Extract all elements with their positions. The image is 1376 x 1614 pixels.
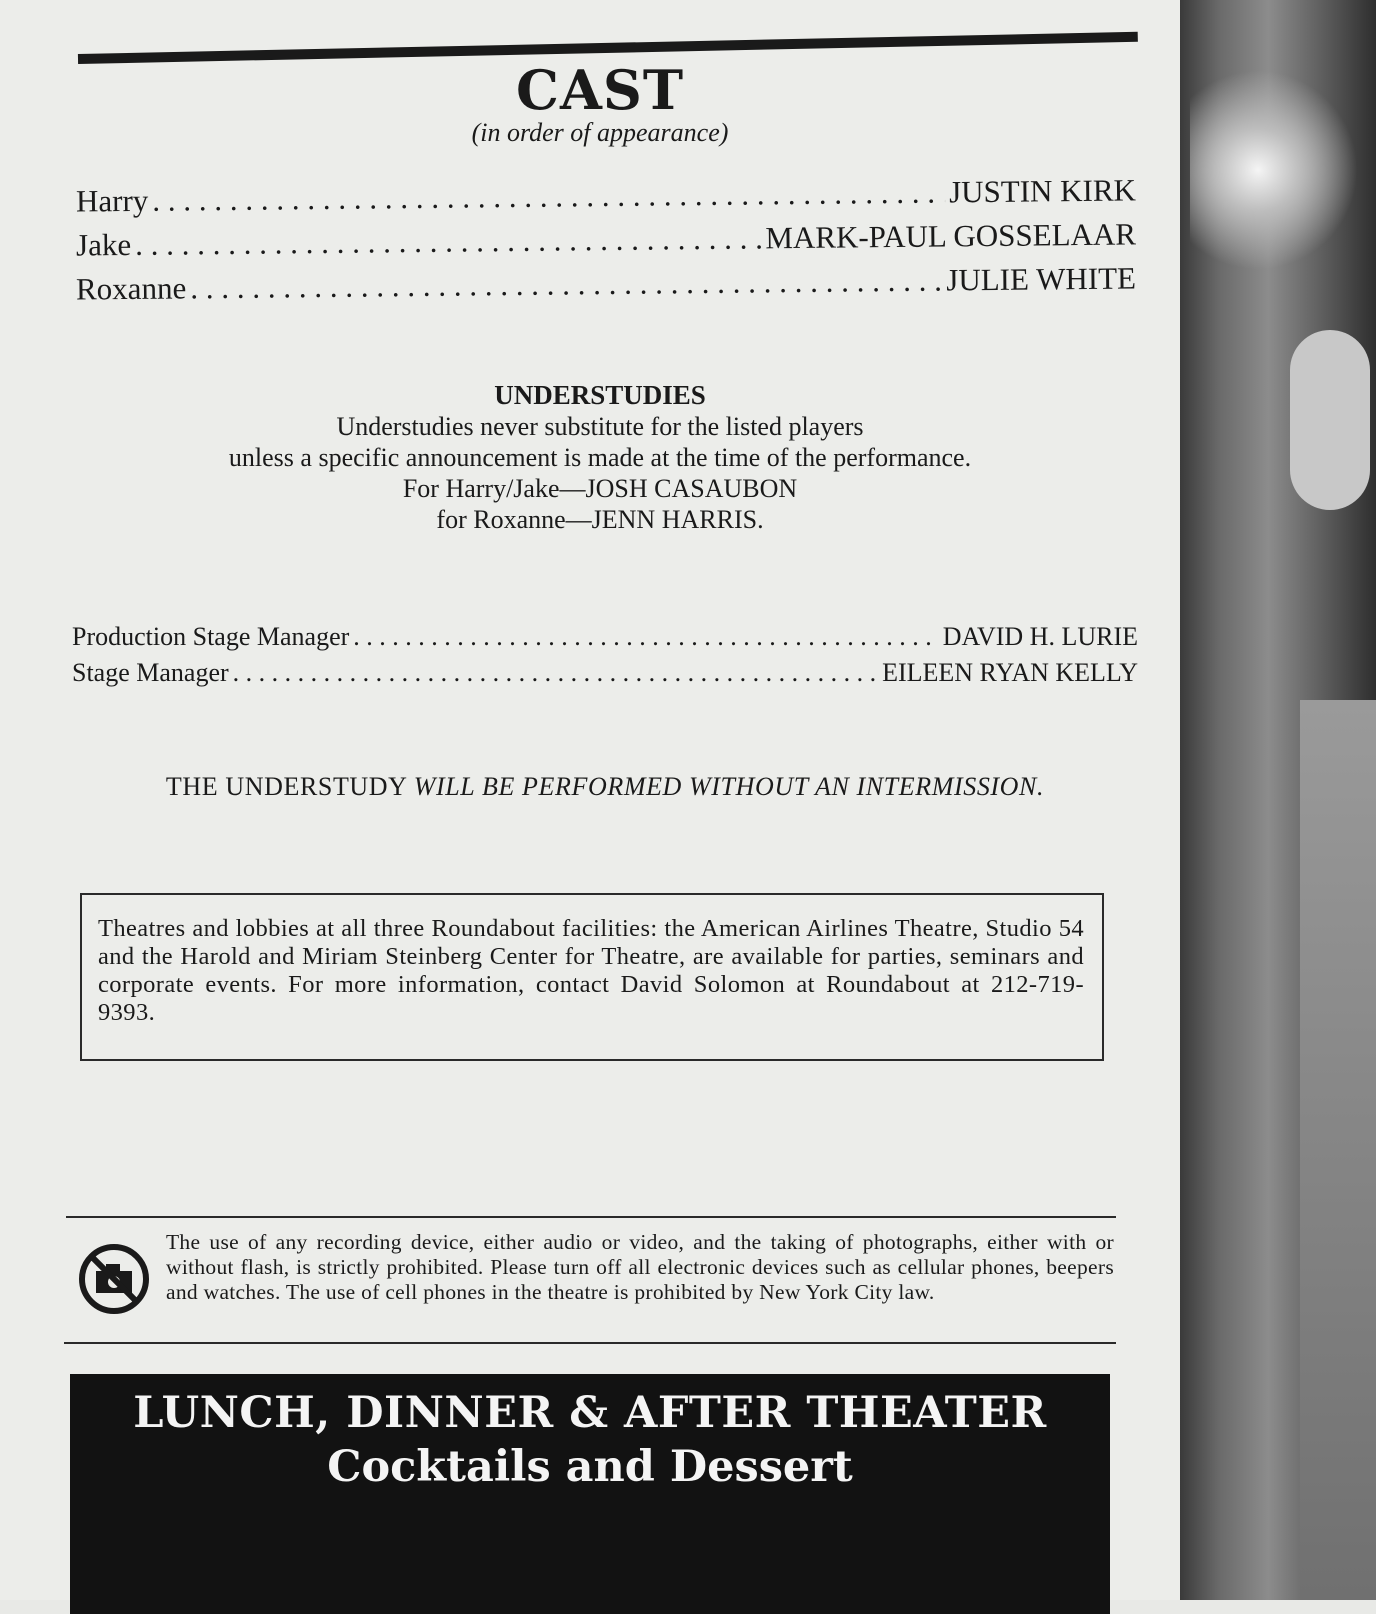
understudies-section bbox=[0, 380, 1200, 535]
cast-row bbox=[76, 260, 1136, 307]
notice-rule-bottom bbox=[64, 1342, 1116, 1344]
crew-name: EILEEN RYAN KELLY bbox=[882, 658, 1138, 687]
understudies-line: Understudies never substitute for the listed players bbox=[336, 412, 864, 441]
dot-leader bbox=[152, 174, 945, 218]
intermission-text: WILL BE PERFORMED WITHOUT AN INTERMISSION. bbox=[413, 772, 1045, 801]
crew-row bbox=[72, 622, 1138, 652]
cast-actor: JULIE WHITE bbox=[946, 260, 1137, 298]
dot-leader bbox=[190, 262, 942, 306]
cast-role: Harry bbox=[75, 182, 149, 219]
arm-image bbox=[1290, 330, 1370, 510]
cast-row bbox=[76, 172, 1136, 219]
dot-leader bbox=[353, 622, 939, 652]
crew-role: Production Stage Manager bbox=[72, 622, 350, 651]
understudies-heading: UNDERSTUDIES bbox=[494, 380, 706, 410]
ad-line-2: Cocktails and Dessert bbox=[327, 1442, 853, 1492]
cast-actor: MARK-PAUL GOSSELAAR bbox=[765, 216, 1137, 256]
understudies-line: for Roxanne—JENN HARRIS. bbox=[436, 505, 764, 534]
dot-leader bbox=[233, 658, 878, 688]
understudies-line: For Harry/Jake—JOSH CASAUBON bbox=[402, 474, 798, 503]
dress-image bbox=[1300, 700, 1376, 1600]
crew-row bbox=[72, 658, 1138, 688]
adjacent-page-photo bbox=[1180, 0, 1376, 1600]
restaurant-ad bbox=[70, 1374, 1110, 1614]
sparkler-image bbox=[1190, 40, 1360, 300]
understudies-line: unless a specific announcement is made at the time of the performance. bbox=[228, 443, 972, 472]
ad-line-1: LUNCH, DINNER & AFTER THEATER bbox=[133, 1388, 1047, 1438]
facilities-info-box: Theatres and lobbies at all three Roundabout facilities: the American Airlines Theatre, Studio 54 and the Harold and Miriam Steinberg Center for Theatre, are available for parties, seminars and corporate events. For more information, contact David Solomon at Roundabout at 212-719-9393. bbox=[80, 893, 1104, 1061]
no-camera-icon bbox=[78, 1243, 150, 1315]
cast-subtitle: (in order of appearance) bbox=[471, 118, 729, 147]
recording-notice: The use of any recording device, either audio or video, and the taking of photographs, either with or without flash, is strictly prohibited. Please turn off all electronic devices such as cellular phones, beepers and watches. The use of cell phones in the theatre is prohibited by New York City law. bbox=[166, 1230, 1114, 1304]
dot-leader bbox=[135, 220, 762, 263]
cast-role: Jake bbox=[75, 226, 132, 263]
cast-role: Roxanne bbox=[75, 270, 187, 307]
cast-title: CAST bbox=[515, 58, 685, 122]
notice-rule-top bbox=[66, 1216, 1116, 1218]
crew-role: Stage Manager bbox=[72, 658, 229, 687]
crew-name: DAVID H. LURIE bbox=[942, 622, 1138, 651]
play-title: THE UNDERSTUDY bbox=[165, 772, 407, 801]
cast-actor: JUSTIN KIRK bbox=[948, 172, 1137, 210]
cast-row bbox=[76, 216, 1136, 263]
intermission-note bbox=[0, 772, 1210, 802]
